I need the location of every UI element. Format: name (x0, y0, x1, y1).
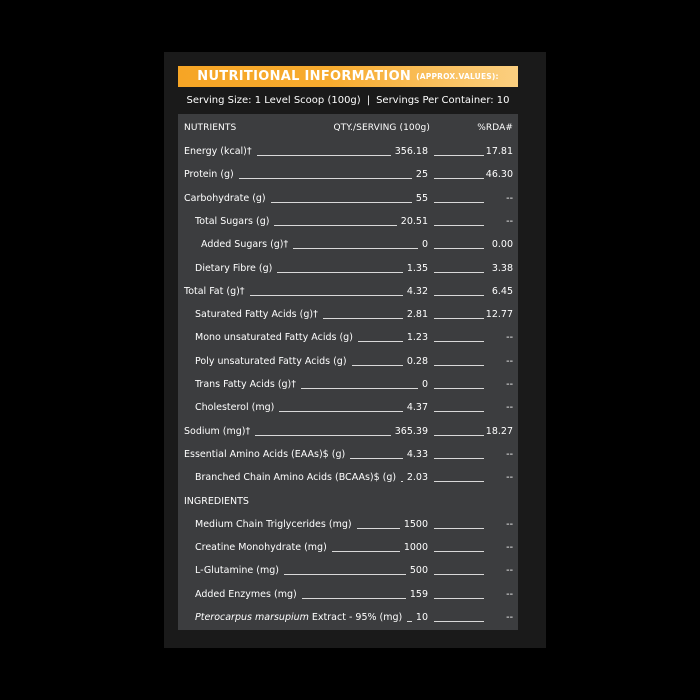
ingredient-row (178, 516, 518, 534)
nutrient-row (178, 329, 518, 347)
ingredient-row (178, 586, 518, 604)
leader-line-rda (434, 458, 484, 459)
qty-value: 4.33 (406, 448, 428, 460)
title-bar (178, 66, 518, 87)
ingredient-name (195, 612, 405, 623)
qty-value: 1500 (403, 518, 428, 530)
qty-value: 0 (421, 239, 428, 251)
serving-size: Serving Size: 1 Level Scoop (100g) (186, 94, 361, 106)
leader-line-rda (434, 598, 484, 599)
nutrient-name: Poly unsaturated Fatty Acids (g) (195, 356, 350, 367)
leader-line-qty (279, 411, 403, 412)
rda-value: -- (506, 332, 513, 344)
nutrient-name: Dietary Fibre (g) (195, 263, 275, 274)
rda-value: -- (506, 379, 513, 390)
nutrient-row (178, 260, 518, 278)
leader-line-qty (357, 528, 400, 529)
nutrient-row (178, 306, 518, 324)
rda-value: 6.45 (491, 285, 513, 297)
leader-line-rda (434, 295, 484, 296)
rda-value: 18.27 (485, 425, 513, 437)
ingredient-row (178, 609, 518, 627)
leader-line-qty (271, 202, 412, 203)
qty-value: 55 (415, 192, 428, 204)
leader-line-rda (434, 365, 484, 366)
qty-value: 4.32 (406, 285, 428, 297)
header-qty: QTY./SERVING (100g) (333, 123, 430, 133)
leader-line-qty (302, 598, 406, 599)
qty-value: 1.35 (406, 262, 428, 274)
nutrient-name: Total Sugars (g) (195, 216, 272, 227)
qty-value: 10 (415, 612, 428, 623)
leader-line-qty (293, 248, 418, 249)
nutrient-name: Essential Amino Acids (EAAs)$ (g) (184, 449, 348, 460)
qty-value: 2.81 (406, 309, 428, 321)
leader-line-rda (434, 202, 484, 203)
rda-value: 17.81 (485, 146, 513, 157)
header-nutrients: NUTRIENTS (184, 123, 239, 133)
qty-value: 159 (409, 588, 428, 600)
qty-value: 356.18 (394, 146, 428, 157)
nutrition-table (178, 114, 518, 630)
leader-line-rda (434, 178, 484, 179)
leader-line-rda (434, 341, 484, 342)
panel-title-note: (APPROX.VALUES): (416, 72, 499, 81)
nutrient-row (178, 166, 518, 184)
ingredient-name: Medium Chain Triglycerides (mg) (195, 519, 355, 530)
leader-line-rda (434, 248, 484, 249)
leader-line-qty (239, 178, 412, 179)
leader-line-qty (274, 225, 397, 226)
ingredient-name-italic: Pterocarpus marsupium (195, 612, 309, 623)
ingredients-heading: INGREDIENTS (184, 495, 249, 507)
nutrient-row (178, 399, 518, 417)
nutrient-name: Energy (kcal)† (184, 146, 255, 157)
nutrient-name: Added Sugars (g)† (201, 239, 291, 250)
nutrient-name: Mono unsaturated Fatty Acids (g) (195, 332, 356, 343)
qty-value: 0 (421, 379, 428, 390)
rda-value: -- (506, 355, 513, 367)
rda-value: -- (506, 588, 513, 600)
table-header (178, 120, 518, 138)
rda-value: 46.30 (485, 169, 513, 181)
rda-value: -- (506, 518, 513, 530)
leader-line-rda (434, 435, 484, 436)
leader-line-rda (434, 272, 484, 273)
nutrient-row (178, 446, 518, 464)
nutrient-row (178, 213, 518, 231)
servings-per-container: Servings Per Container: 10 (376, 94, 510, 106)
nutrient-row (178, 236, 518, 254)
rda-value: 3.38 (491, 262, 513, 274)
ingredient-row (178, 562, 518, 580)
nutrient-row (178, 353, 518, 371)
serving-info (178, 88, 518, 112)
qty-value: 0.28 (406, 355, 428, 367)
nutrient-row (178, 469, 518, 487)
rda-value: -- (506, 448, 513, 460)
qty-value: 4.37 (406, 402, 428, 414)
leader-line-rda (434, 411, 484, 412)
nutrient-row (178, 376, 518, 394)
nutrient-name: Trans Fatty Acids (g)† (195, 379, 299, 390)
ingredient-name-rest: Extract - 95% (mg) (308, 612, 403, 623)
serving-separator: | (366, 94, 371, 106)
leader-line-rda (434, 528, 484, 529)
ingredient-row (178, 539, 518, 557)
leader-line-qty (277, 272, 403, 273)
rda-value: -- (506, 472, 513, 484)
nutrient-name: Total Fat (g)† (184, 286, 248, 297)
leader-line-rda (434, 388, 484, 389)
ingredient-name: Creatine Monohydrate (mg) (195, 542, 330, 553)
rda-value: -- (506, 542, 513, 554)
rda-value: -- (506, 565, 513, 577)
leader-line-rda (434, 621, 484, 622)
leader-line-qty (301, 388, 418, 389)
qty-value: 1000 (403, 542, 428, 554)
leader-line-qty (401, 481, 403, 482)
rda-value: -- (506, 215, 513, 227)
leader-line-rda (434, 155, 484, 156)
leader-line-qty (332, 551, 400, 552)
leader-line-rda (434, 318, 484, 319)
leader-line-qty (358, 341, 403, 342)
ingredient-name: L-Glutamine (mg) (195, 565, 282, 576)
nutrient-row (178, 190, 518, 208)
qty-value: 500 (409, 565, 428, 577)
rda-value: -- (506, 192, 513, 204)
nutrient-name: Sodium (mg)† (184, 426, 253, 437)
leader-line-rda (434, 481, 484, 482)
nutrient-name: Branched Chain Amino Acids (BCAAs)$ (g) (195, 472, 399, 483)
qty-value: 25 (415, 169, 428, 181)
nutrient-name: Protein (g) (184, 169, 237, 180)
leader-line-qty (407, 621, 412, 622)
nutrient-name: Cholesterol (mg) (195, 402, 277, 413)
leader-line-qty (284, 574, 406, 575)
leader-line-qty (323, 318, 403, 319)
nutrient-row (178, 143, 518, 161)
rda-value: 12.77 (485, 309, 513, 321)
qty-value: 365.39 (394, 425, 428, 437)
header-rda: %RDA# (477, 123, 513, 133)
leader-line-qty (257, 155, 391, 156)
nutrient-name: Saturated Fatty Acids (g)† (195, 309, 321, 320)
rda-value: -- (506, 402, 513, 414)
leader-line-qty (352, 365, 403, 366)
ingredient-name: Added Enzymes (mg) (195, 589, 300, 600)
nutrient-name: Carbohydrate (g) (184, 193, 269, 204)
qty-value: 2.03 (406, 472, 428, 484)
leader-line-qty (250, 295, 403, 296)
rda-value: -- (506, 612, 513, 623)
qty-value: 1.23 (406, 332, 428, 344)
nutrient-row (178, 423, 518, 441)
leader-line-qty (350, 458, 403, 459)
leader-line-rda (434, 551, 484, 552)
panel-title: NUTRITIONAL INFORMATION (197, 69, 412, 84)
rda-value: 0.00 (491, 239, 513, 251)
leader-line-rda (434, 225, 484, 226)
qty-value: 20.51 (400, 215, 428, 227)
leader-line-rda (434, 574, 484, 575)
nutrient-row (178, 283, 518, 301)
leader-line-qty (255, 435, 391, 436)
